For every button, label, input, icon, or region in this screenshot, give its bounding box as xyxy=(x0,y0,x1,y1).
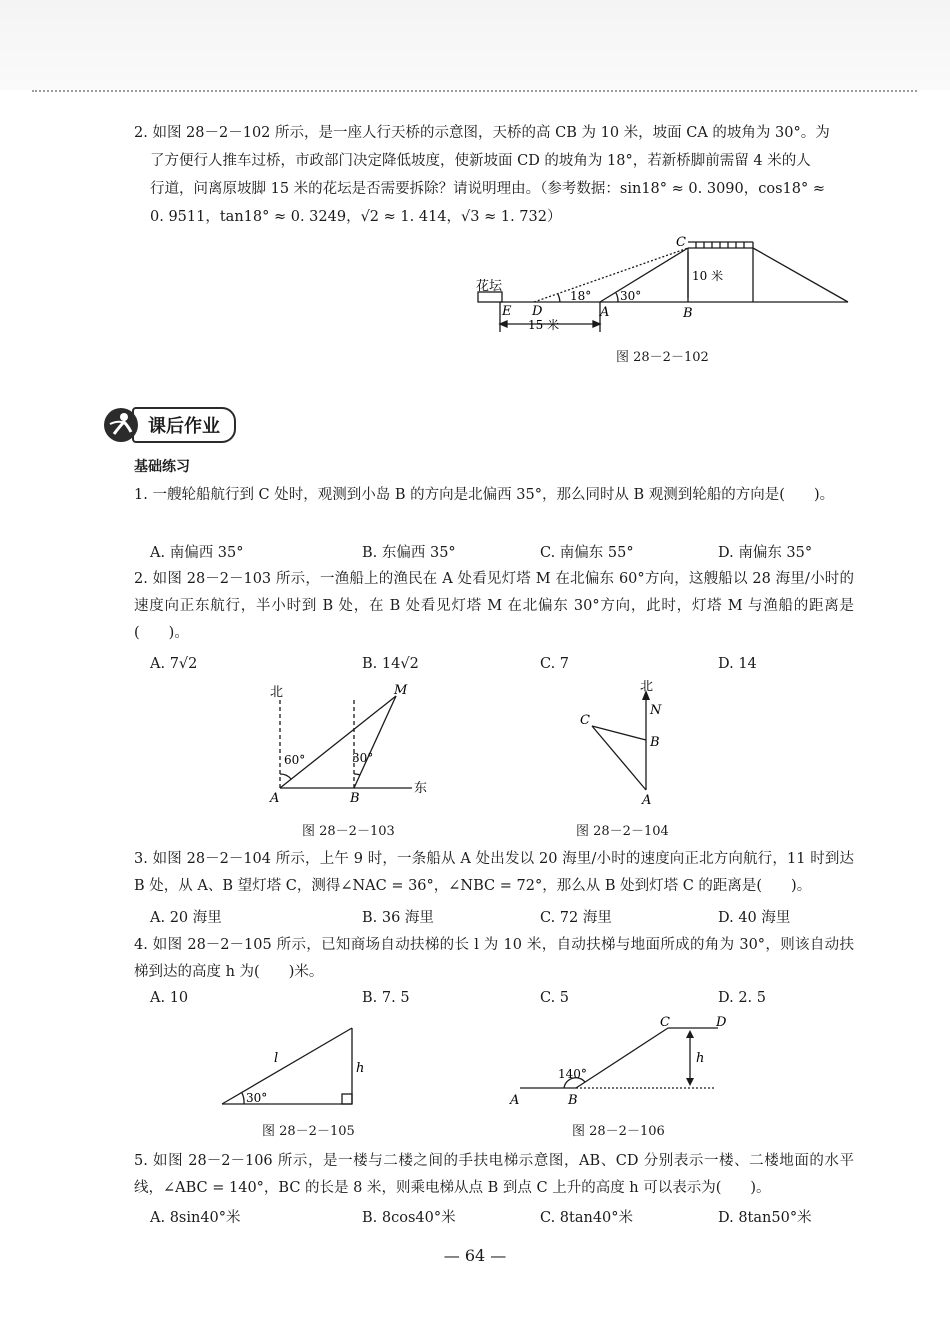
label-e: E xyxy=(502,304,512,319)
caption-105: 图 28－2－105 xyxy=(262,1124,355,1139)
q5-option-a: A. 8sin40°米 xyxy=(150,1210,241,1226)
label-angle-30: 30° xyxy=(246,1091,268,1105)
label-a: A xyxy=(510,1093,520,1108)
label-a: A xyxy=(270,791,280,806)
q1-option-d: D. 南偏东 35° xyxy=(718,545,813,561)
label-angle-140: 140° xyxy=(558,1067,587,1081)
q2-option-b: B. 14√2 xyxy=(362,656,419,672)
label-l: l xyxy=(274,1051,279,1066)
q2-option-d: D. 14 xyxy=(718,656,757,672)
q5-option-d: D. 8tan50°米 xyxy=(718,1210,812,1226)
caption-104: 图 28－2－104 xyxy=(576,824,669,839)
label-distance: 15 米 xyxy=(528,318,560,332)
q4-option-b: B. 7. 5 xyxy=(362,990,410,1006)
q2-top-line2: 了方便行人推车过桥，市政部门决定降低坡度，使新坡面 CD 的坡角为 18°，若新桥脚前需留 4 米的人 xyxy=(150,153,811,169)
label-h: h xyxy=(696,1051,705,1066)
q1-option-c: C. 南偏东 55° xyxy=(540,545,634,561)
q2-top-line3: 行道，问离原坡脚 15 米的花坛是否需要拆除？请说明理由。（参考数据：sin18° ≈ 0. 3090，cos18° ≈ xyxy=(150,181,825,197)
q5-option-b: B. 8cos40°米 xyxy=(362,1210,456,1226)
label-d: D xyxy=(716,1015,727,1030)
q2-top-line1: 2. 如图 28－2－102 所示，是一座人行天桥的示意图，天桥的高 CB 为 10 米，坡面 CA 的坡角为 30°。为 xyxy=(134,125,830,141)
figure-28-2-104 xyxy=(570,680,680,810)
subsection-title: 基础练习 xyxy=(134,459,190,475)
label-n: N xyxy=(650,703,662,718)
label-m: M xyxy=(394,683,408,698)
q2-option-a: A. 7√2 xyxy=(150,656,198,672)
figure-28-2-102 xyxy=(470,232,860,342)
label-c: C xyxy=(676,235,686,250)
label-north: 北 xyxy=(270,685,284,700)
q3-option-b: B. 36 海里 xyxy=(362,910,434,926)
label-a: A xyxy=(600,305,610,320)
q4-option-a: A. 10 xyxy=(150,990,189,1006)
question-5: 5. 如图 28－2－106 所示，是一楼与二楼之间的手扶电梯示意图，AB、CD 分别表示一楼、二楼地面的水平线，∠ABC = 140°，BC 的长是 8 米，则乘电梯从点 B 到点 C 上升的高度 h 可以表示为( )。 xyxy=(134,1153,854,1196)
page-number: — 64 — xyxy=(443,1246,507,1265)
q3-option-a: A. 20 海里 xyxy=(150,910,222,926)
figure-28-2-105 xyxy=(214,1024,374,1110)
q2-option-c: C. 7 xyxy=(540,656,570,672)
figure-28-2-106 xyxy=(506,1012,736,1108)
label-b: B xyxy=(683,306,693,321)
label-angle-60: 60° xyxy=(284,753,306,767)
section-header xyxy=(104,408,236,442)
header-divider xyxy=(32,90,917,92)
q3-option-d: D. 40 海里 xyxy=(718,910,791,926)
label-c: C xyxy=(660,1015,670,1030)
header-band xyxy=(0,0,950,90)
question-4: 4. 如图 28－2－105 所示，已知商场自动扶梯的长 l 为 10 米，自动扶梯与地面所成的角为 30°，则该自动扶梯到达的高度 h 为( )米。 xyxy=(134,937,854,980)
right-slope xyxy=(753,248,848,302)
q5-option-c: C. 8tan40°米 xyxy=(540,1210,634,1226)
label-d: D xyxy=(532,304,543,319)
label-c: C xyxy=(580,713,590,728)
runner-icon xyxy=(104,408,138,442)
q3-option-c: C. 72 海里 xyxy=(540,910,612,926)
q1-option-b: B. 东偏西 35° xyxy=(362,545,456,561)
label-angle-18: 18° xyxy=(570,289,592,303)
q1-option-a: A. 南偏西 35° xyxy=(150,545,244,561)
label-north: 北 xyxy=(640,680,654,694)
question-3: 3. 如图 28－2－104 所示，上午 9 时，一条船从 A 处出发以 20 海里/小时的速度向正北方向航行，11 时到达 B 处，从 A、B 望灯塔 C，测得∠NAC = 36°，∠NBC = 72°，那么从 B 处到灯塔 C 的距离是( )。 xyxy=(134,851,854,894)
label-b: B xyxy=(568,1093,578,1108)
label-flowerbed: 花坛 xyxy=(476,279,503,294)
label-b: B xyxy=(350,791,360,806)
q4-option-c: C. 5 xyxy=(540,990,570,1006)
label-east: 东 xyxy=(414,781,428,796)
q4-option-d: D. 2. 5 xyxy=(718,990,766,1006)
label-height: 10 米 xyxy=(692,269,724,283)
label-angle-30: 30° xyxy=(620,289,642,303)
question-2: 2. 如图 28－2－103 所示，一渔船上的渔民在 A 处看见灯塔 M 在北偏东 60°方向，这艘船以 28 海里/小时的速度向正东航行，半小时到 B 处，在 B 处看见灯塔 M 在北偏东 30°方向，此时，灯塔 M 与渔船的距离是( )。 xyxy=(134,571,854,641)
bridge-railing xyxy=(696,242,744,248)
q2-top-line4: 0. 9511，tan18° ≈ 0. 3249，√2 ≈ 1. 414，√3 ≈ 1. 732） xyxy=(150,209,562,225)
figure-28-2-103 xyxy=(262,682,442,812)
slope-ca xyxy=(600,248,688,302)
caption-106: 图 28－2－106 xyxy=(572,1124,665,1139)
slope-cd xyxy=(534,248,688,302)
caption-102: 图 28－2－102 xyxy=(616,350,709,365)
label-angle-30: 30° xyxy=(352,751,374,765)
label-a: A xyxy=(642,793,652,808)
section-title: 课后作业 xyxy=(132,407,236,443)
label-h: h xyxy=(356,1061,365,1076)
label-b: B xyxy=(650,735,660,750)
caption-103: 图 28－2－103 xyxy=(302,824,395,839)
question-1: 1. 一艘轮船航行到 C 处时，观测到小岛 B 的方向是北偏西 35°，那么同时从 B 观测到轮船的方向是( )。 xyxy=(134,487,835,503)
